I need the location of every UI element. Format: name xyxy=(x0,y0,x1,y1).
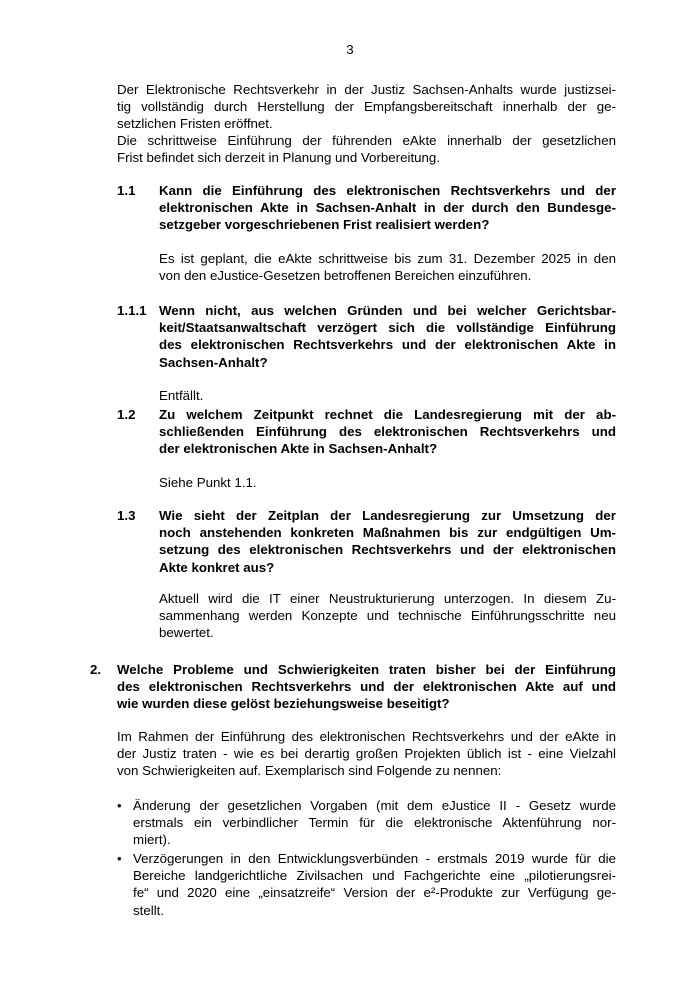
answer-1-2 xyxy=(159,474,616,491)
text-line: Die schrittweise Einführung der führenden eAkte innerhalb der gesetzlichen xyxy=(117,133,616,148)
section-number: 1.2 xyxy=(117,407,136,422)
section-number: 2. xyxy=(90,662,102,677)
text-line: Wie sieht der Zeitplan der Landesregierung zur Umsetzung der xyxy=(159,508,616,523)
text-line: setzlichen Fristen eröffnet. xyxy=(117,116,273,132)
answer-1-3 xyxy=(159,590,616,642)
answer-1-1 xyxy=(159,250,616,284)
text-line: fe“ und 2020 eine „einsatzreife“ Version der e²-Produkte zur Verfügung ge- xyxy=(133,885,616,901)
text-line: des elektronischen Rechtsverkehrs und der elektronischen Akte auf und xyxy=(117,679,616,695)
text-line: noch anstehenden konkreten Maßnahmen bis zur endgültigen Um- xyxy=(159,525,616,541)
section-number: 1.1.1 xyxy=(117,303,147,318)
text-line: Der Elektronische Rechtsverkehr in der Justiz Sachsen-Anhalts wurde justizsei- xyxy=(117,82,616,97)
text-line: bewertet. xyxy=(159,625,214,641)
text-line: wie wurden diese gelöst beziehungsweise beseitigt? xyxy=(117,696,450,712)
text-line: Akte konkret aus? xyxy=(159,559,275,575)
section-number: 1.3 xyxy=(117,508,136,523)
bullet-icon: • xyxy=(117,851,122,866)
page-number: 3 xyxy=(346,42,354,57)
question-1-1-1 xyxy=(159,302,616,371)
intro-paragraph-1 xyxy=(117,81,616,133)
text-line: keit/Staatsanwaltschaft verzögert sich die vollständige Einführung xyxy=(159,320,616,336)
text-line: erstmals ein verbindlicher Termin für die elektronische Aktenführung nor- xyxy=(133,815,616,831)
text-line: der Justiz traten - wie es bei derartig großen Projekten üblich ist - eine Vielzahl xyxy=(117,746,616,762)
section-number: 1.1 xyxy=(117,183,136,198)
text-line: von den eJustice-Gesetzen betroffenen Bereichen einzuführen. xyxy=(159,268,532,284)
text-line: Kann die Einführung des elektronischen Rechtsverkehrs und der xyxy=(159,183,616,198)
text-line: setzgeber vorgeschriebenen Frist realisiert werden? xyxy=(159,217,490,233)
answer-2 xyxy=(117,728,616,780)
bullet-icon: • xyxy=(117,798,122,813)
list-item xyxy=(133,797,616,849)
list-item xyxy=(133,850,616,919)
text-line: schließenden Einführung des elektronischen Rechtsverkehrs und xyxy=(159,424,616,440)
question-1-2 xyxy=(159,406,616,458)
text-line: Frist befindet sich derzeit in Planung und Vorbereitung. xyxy=(117,150,441,166)
text-line: Aktuell wird die IT einer Neustrukturierung unterzogen. In diesem Zu- xyxy=(159,591,616,606)
text-line: Siehe Punkt 1.1. xyxy=(159,475,257,490)
text-line: elektronischen Akte in Sachsen-Anhalt in der durch den Bundesge- xyxy=(159,200,616,216)
text-line: Entfällt. xyxy=(159,388,204,403)
text-line: Bereiche landgerichtliche Zivilsachen und Fachgerichte eine „pilotierungsrei- xyxy=(133,868,616,884)
text-line: Im Rahmen der Einführung des elektronischen Rechtsverkehrs und der eAkte in xyxy=(117,729,616,744)
answer-1-1-1 xyxy=(159,387,616,404)
text-line: Es ist geplant, die eAkte schrittweise bis zum 31. Dezember 2025 in den xyxy=(159,251,616,266)
text-line: sammenhang werden Konzepte und technische Einführungsschritte neu xyxy=(159,608,616,624)
text-line: Welche Probleme und Schwierigkeiten traten bisher bei der Einführung xyxy=(117,662,616,677)
question-2 xyxy=(117,661,616,713)
text-line: tig vollständig durch Herstellung der Empfangsbereitschaft innerhalb der ge- xyxy=(117,99,616,115)
text-line: der elektronischen Akte in Sachsen-Anhalt? xyxy=(159,441,438,457)
intro-paragraph-2 xyxy=(117,132,616,166)
text-line: Sachsen-Anhalt? xyxy=(159,354,268,370)
text-line: Zu welchem Zeitpunkt rechnet die Landesregierung mit der ab- xyxy=(159,407,616,422)
text-line: Wenn nicht, aus welchen Gründen und bei welcher Gerichtsbar- xyxy=(159,303,616,318)
text-line: des elektronischen Rechtsverkehrs und der elektronischen Akte in xyxy=(159,337,616,353)
text-line: stellt. xyxy=(133,902,165,918)
question-1-3 xyxy=(159,507,616,576)
text-line: Verzögerungen in den Entwicklungsverbünden - erstmals 2019 wurde für die xyxy=(133,851,616,866)
text-line: von Schwierigkeiten auf. Exemplarisch sind Folgende zu nennen: xyxy=(117,763,502,779)
text-line: miert). xyxy=(133,832,171,848)
text-line: Änderung der gesetzlichen Vorgaben (mit dem eJustice II - Gesetz wurde xyxy=(133,798,616,813)
question-1-1 xyxy=(159,182,616,234)
text-line: setzung des elektronischen Rechtsverkehrs und der elektronischen xyxy=(159,542,616,558)
